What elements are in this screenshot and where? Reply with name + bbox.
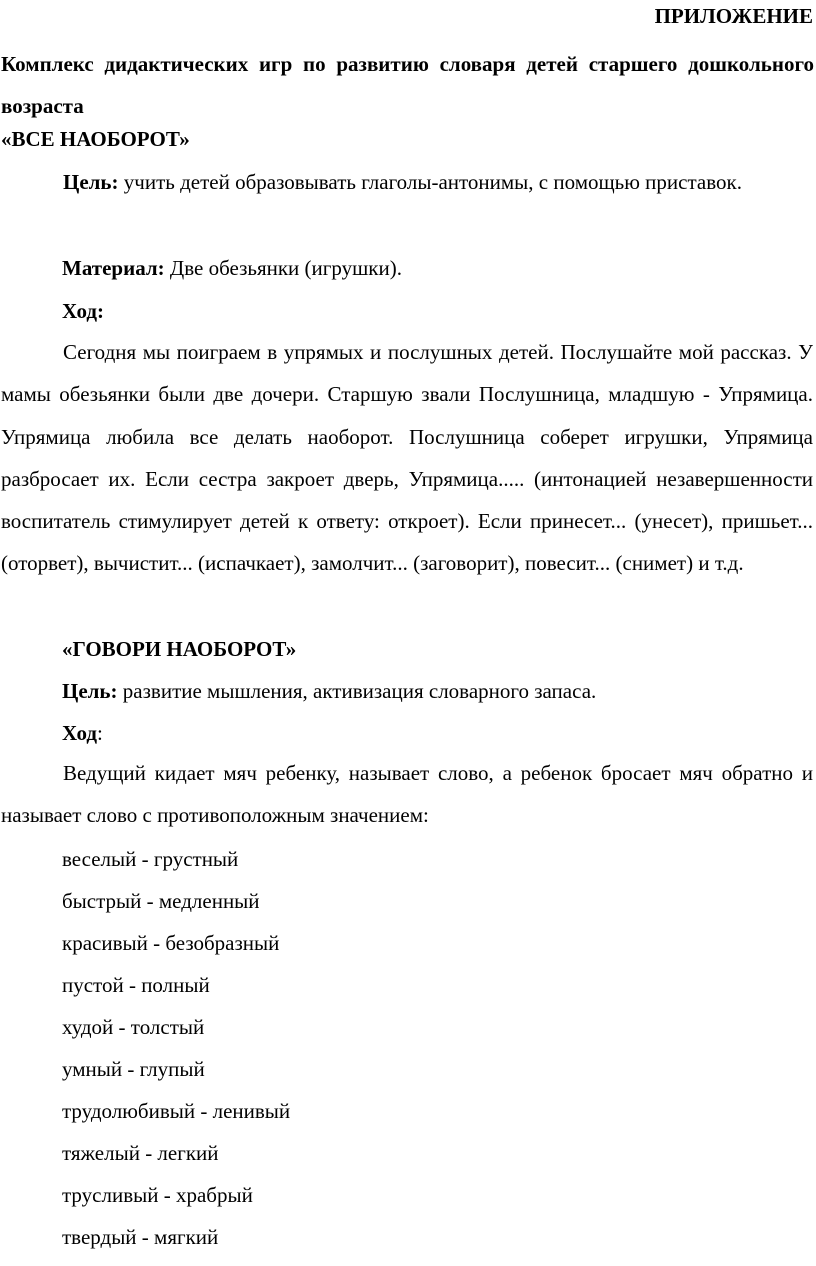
- game1-story: Сегодня мы поиграем в упрямых и послушных детей. Послушайте мой рассказ. У мамы обезьянки были две дочери. Старшую звали Послушница, младшую - Упрямица. Упрямица любила все делать наоборот. Послушница соберет игрушки, Упрямица разбросает их. Если сестра закроет дверь, Упрямица..... (интонацией незавершенности воспитатель стимулирует детей к ответу: откроет). Если принесет... (унесет), пришьет... (оторвет), вычистит... (испачкает), замолчит... (заговорит), повесит... (снимет) и т.д.: [1, 340, 813, 576]
- game2-goal-label: Цель:: [62, 679, 118, 703]
- game1-title: «ВСЕ НАОБОРОТ»: [1, 127, 190, 151]
- list-item: твердый - мягкий: [62, 1225, 219, 1249]
- list-item: трудолюбивый - ленивый: [62, 1099, 291, 1123]
- game1-material-label: Материал:: [62, 256, 165, 280]
- list-item: трусливый - храбрый: [62, 1183, 253, 1207]
- game2-process-label: Ход: [62, 721, 98, 745]
- appendix-label: ПРИЛОЖЕНИЕ: [654, 4, 813, 28]
- list-item: умный - глупый: [62, 1057, 205, 1081]
- list-item: тяжелый - легкий: [62, 1141, 219, 1165]
- game1-process-label: Ход:: [62, 299, 105, 323]
- list-item: красивый - безобразный: [62, 931, 280, 955]
- game2-goal-text: развитие мышления, активизация словарного запаса.: [117, 679, 597, 703]
- list-item: быстрый - медленный: [62, 889, 260, 913]
- game1-goal-text: учить детей образовывать глаголы-антонимы, с помощью приставок.: [118, 170, 742, 194]
- list-item: веселый - грустный: [62, 847, 239, 871]
- game2-title: «ГОВОРИ НАОБОРОТ»: [62, 637, 297, 661]
- game2-process: [62, 719, 103, 747]
- list-item: худой - толстый: [62, 1015, 205, 1039]
- game1-goal: [1, 161, 813, 203]
- game1-material: [62, 254, 402, 282]
- game2-process-colon: :: [97, 721, 103, 745]
- game2-goal: [62, 677, 596, 705]
- game1-goal-label: Цель:: [63, 170, 119, 194]
- game2-instructions: Ведущий кидает мяч ребенку, называет слово, а ребенок бросает мяч обратно и называет слово с противоположным значением:: [1, 761, 813, 828]
- game1-material-text: Две обезьянки (игрушки).: [164, 256, 402, 280]
- document-title: Комплекс дидактических игр по развитию словаря детей старшего дошкольного возраста: [1, 52, 814, 118]
- list-item: пустой - полный: [62, 973, 210, 997]
